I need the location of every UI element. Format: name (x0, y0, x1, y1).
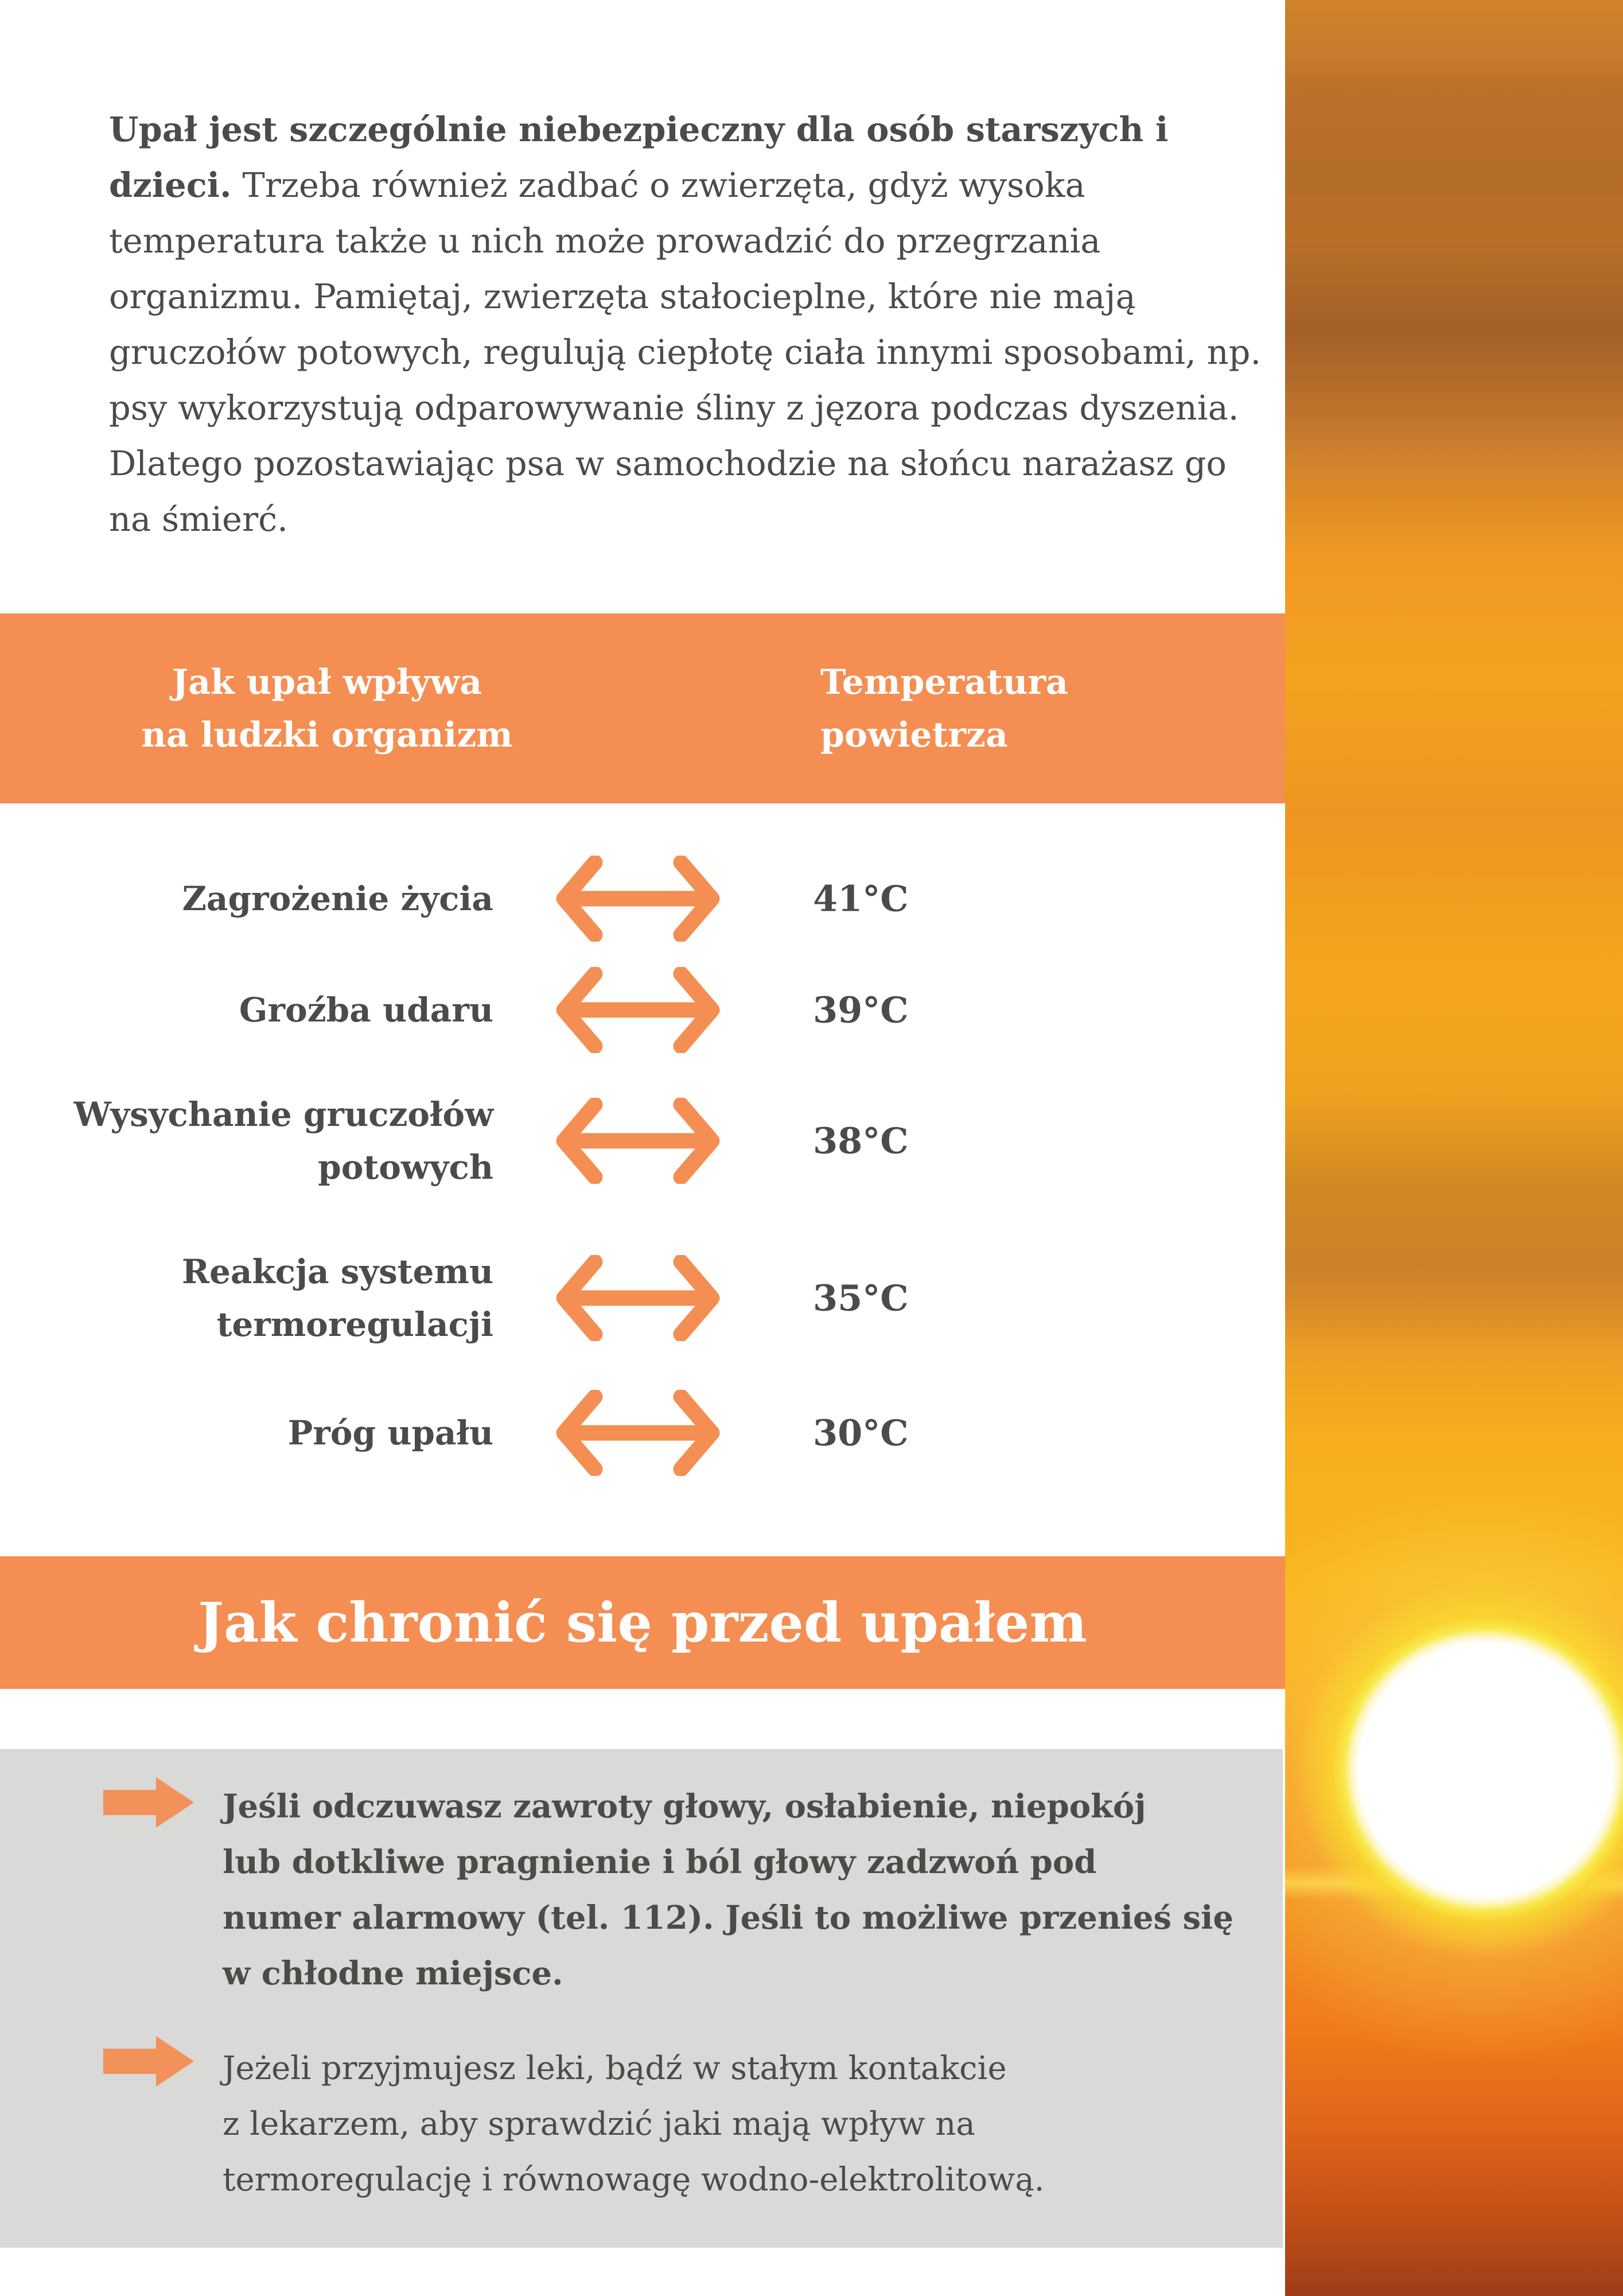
table-header-left-line2: na ludzki organizm (141, 714, 513, 755)
intro-paragraph (109, 102, 1268, 547)
temperature-value: 35°C (813, 1277, 909, 1319)
tip-line: lub dotkliwe pragnienie i ból głowy zadzwoń pod (223, 1843, 1097, 1881)
tip-line: termoregulację i równowagę wodno-elektrolitową. (223, 2161, 1045, 2198)
table-header-left-line1: Jak upał wpływa (172, 662, 482, 702)
table-header-band (0, 613, 1285, 803)
temperature-value: 41°C (813, 877, 909, 920)
intro-body-text: Trzeba również zadbać o zwierzęta, gdyż wysoka temperatura także u nich może prowadzić do przegrzania organizmu. Pamiętaj, zwierzęta stałocieplne, które nie mają gruczołów potowych, regulują ciepłotę ciała innymi sposobami, np. psy wykorzystują odparowywanie śliny z jęzora podczas dyszenia. Dlatego pozostawiając psa w samochodzie na słońcu narażasz go na śmierć. (109, 165, 1262, 539)
row-label: Zagrożenie życia (182, 879, 493, 918)
double-arrow-icon (555, 1390, 721, 1476)
right-arrow-icon (103, 1777, 194, 1828)
table-header-right-line2: powietrza (820, 714, 1008, 755)
intro-bold-sentence: Upał jest szczególnie niebezpieczny dla osób starszych i dzieci. (109, 110, 1169, 205)
tip-item (223, 1779, 1267, 2002)
row-label: Wysychanie gruczołów potowych (73, 1095, 493, 1187)
right-arrow-icon (103, 2036, 194, 2087)
double-arrow-icon (555, 1098, 721, 1184)
double-arrow-icon (555, 1255, 721, 1341)
temperature-value: 38°C (813, 1120, 909, 1162)
row-label: Groźba udaru (239, 990, 493, 1029)
table-header-right (820, 656, 1068, 762)
table-header-right-line1: Temperatura (820, 662, 1068, 702)
temperature-value: 30°C (813, 1412, 909, 1454)
tip-line: Jeżeli przyjmujesz leki, bądź w stałym kontakcie (223, 2050, 1007, 2087)
tips-panel (0, 1749, 1283, 2248)
double-arrow-icon (555, 856, 721, 942)
temperature-value: 39°C (813, 989, 909, 1031)
tip-line: z lekarzem, aby sprawdzić jaki mają wpływ na (223, 2105, 975, 2143)
section-title-band (0, 1556, 1285, 1689)
section-title: Jak chronić się przed upałem (198, 1591, 1087, 1654)
tip-item (223, 2041, 1267, 2208)
row-label: Próg upału (287, 1413, 493, 1452)
tip-line: w chłodne miejsce. (223, 1955, 563, 1992)
sunset-photo (1285, 0, 1623, 2296)
double-arrow-icon (555, 967, 721, 1053)
table-header-left (98, 656, 556, 762)
row-label: Reakcja systemu termoregulacji (181, 1252, 493, 1344)
tip-line: Jeśli odczuwasz zawroty głowy, osłabienie, niepokój (223, 1788, 1146, 1825)
tip-line: numer alarmowy (tel. 112). Jeśli to możliwe przenieś się (223, 1899, 1234, 1937)
